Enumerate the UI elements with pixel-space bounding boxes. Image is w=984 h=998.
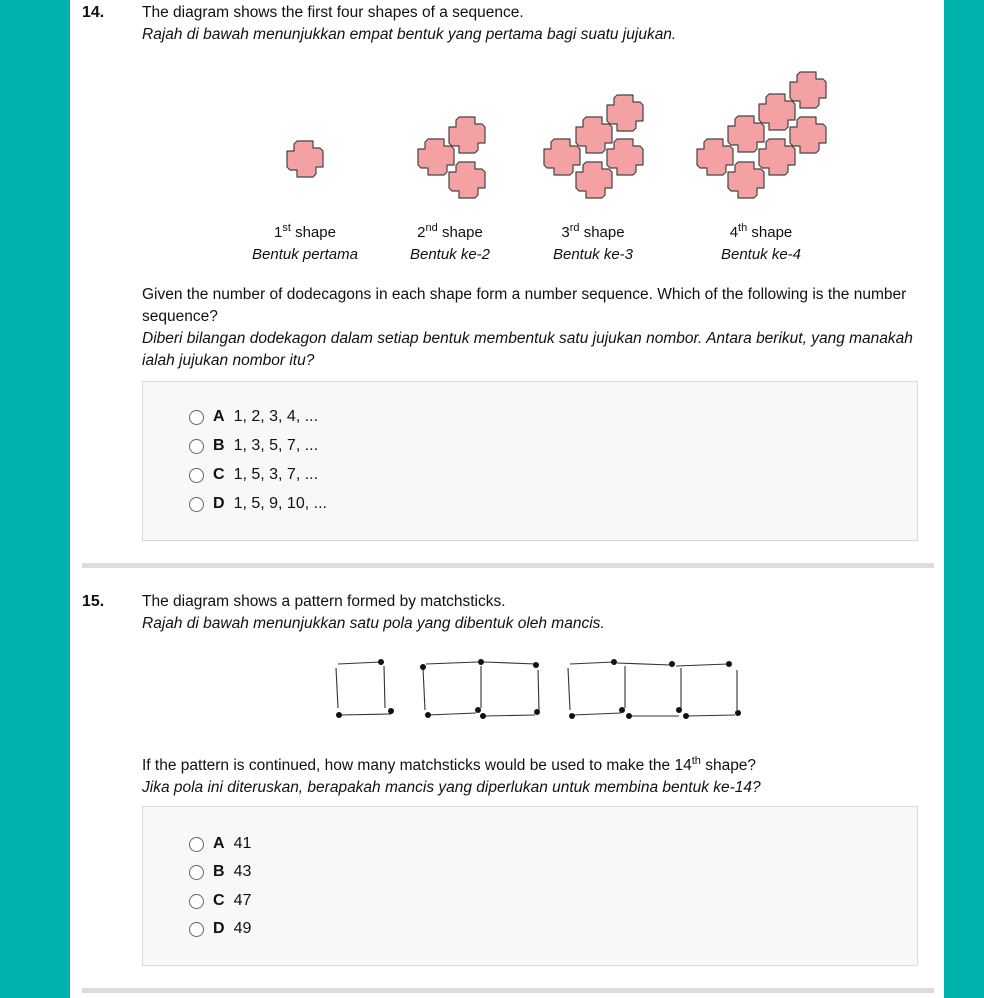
shape-label-1: 1st shape Bentuk pertama <box>252 222 358 263</box>
radio-button[interactable] <box>189 410 204 425</box>
question-14-options <box>142 381 918 541</box>
question-15-prompt-en: If the pattern is continued, how many matchsticks would be used to make the 14th shape? <box>142 755 757 775</box>
question-14-title-ms: Rajah di bawah menunjukkan empat bentuk yang pertama bagi suatu jujukan. <box>142 26 677 43</box>
q15-option-c[interactable]: C 47 <box>189 892 251 910</box>
question-15-prompt-ms: Jika pola ini diteruskan, berapakah mancis yang diperlukan untuk membina bentuk ke-14? <box>142 779 761 797</box>
radio-button[interactable] <box>189 439 204 454</box>
radio-button[interactable] <box>189 497 204 512</box>
q15-option-b[interactable]: B 43 <box>189 863 251 881</box>
shape-4 <box>697 72 826 198</box>
question-14-prompt-ms: Diberi bilangan dodekagon dalam setiap bentuk membentuk satu jujukan nombor. Antara berikut, yang manakah ialah jujukan nombor itu? <box>142 330 913 369</box>
question-15-title-en: The diagram shows a pattern formed by matchsticks. <box>142 593 506 610</box>
shape-label-4: 4th shape Bentuk ke-4 <box>720 222 802 263</box>
question-divider <box>82 988 934 993</box>
question-14-title <box>142 2 922 46</box>
question-divider <box>82 563 934 568</box>
worksheet-page <box>70 0 944 998</box>
question-15-prompt <box>142 750 932 799</box>
matchstick-pattern-diagram <box>70 650 944 725</box>
shape-3 <box>544 95 643 198</box>
radio-button[interactable] <box>189 837 204 852</box>
question-14-prompt <box>142 284 922 372</box>
radio-button[interactable] <box>189 894 204 909</box>
radio-button[interactable] <box>189 468 204 483</box>
question-15-title-ms: Rajah di bawah menunjukkan satu pola yang dibentuk oleh mancis. <box>142 615 605 632</box>
shape-label-2: 2nd shape Bentuk ke-2 <box>409 222 491 263</box>
question-14-prompt-en: Given the number of dodecagons in each shape form a number sequence. Which of the following is the number sequence? <box>142 286 907 325</box>
question-15-number: 15. <box>82 593 105 610</box>
shape-2 <box>418 117 485 198</box>
q14-option-b[interactable]: B 1, 3, 5, 7, ... <box>189 437 318 455</box>
q14-option-d[interactable]: D 1, 5, 9, 10, ... <box>189 495 327 513</box>
radio-button[interactable] <box>189 922 204 937</box>
q14-option-c[interactable]: C 1, 5, 3, 7, ... <box>189 466 318 484</box>
shape-label-3: 3rd shape Bentuk ke-3 <box>552 222 634 263</box>
question-14-title-en: The diagram shows the first four shapes of a sequence. <box>142 4 524 21</box>
dodecagon-sequence-diagram <box>70 60 944 210</box>
question-15-options <box>142 806 918 966</box>
q14-option-a[interactable]: A 1, 2, 3, 4, ... <box>189 408 318 426</box>
q15-option-a[interactable]: A 41 <box>189 835 251 853</box>
question-14-number: 14. <box>82 4 105 21</box>
question-15-title <box>142 591 922 635</box>
radio-button[interactable] <box>189 865 204 880</box>
q15-option-d[interactable]: D 49 <box>189 920 251 938</box>
shape-1-dodecagon <box>287 141 323 177</box>
